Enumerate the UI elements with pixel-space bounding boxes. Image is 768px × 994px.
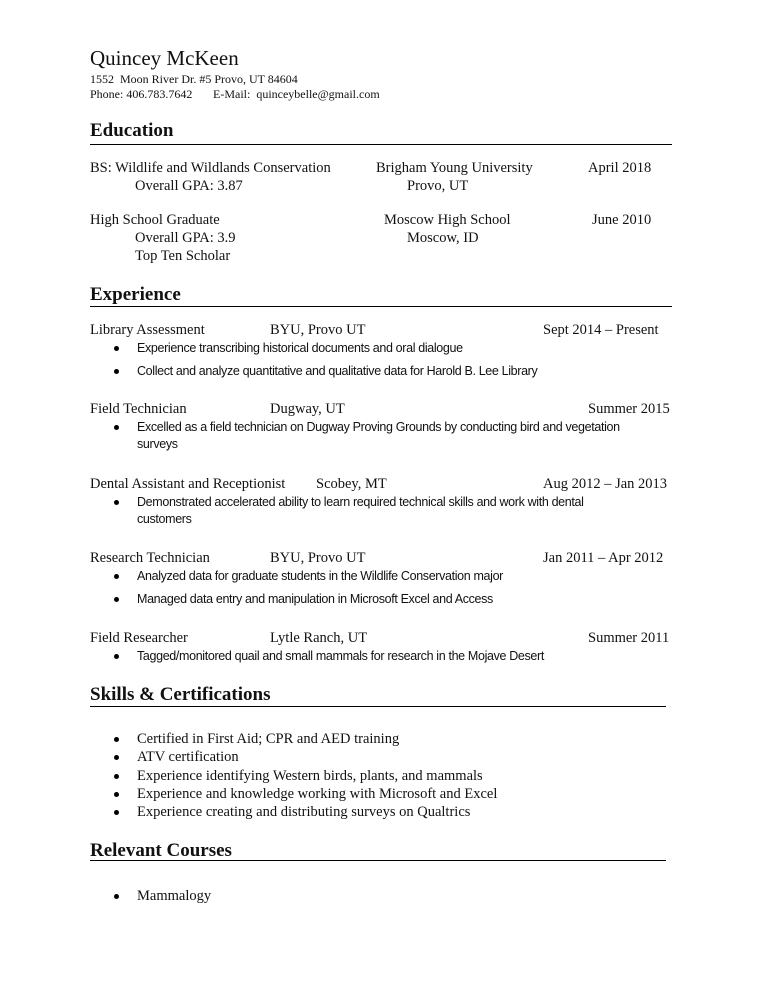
bullet-icon [114, 500, 119, 505]
bullet-icon [114, 346, 119, 351]
job-4-place: BYU, Provo UT [270, 550, 366, 566]
skill-item-2: ATV certification [137, 749, 239, 765]
bullet-icon [114, 574, 119, 579]
job-3-bullet-1-cont: customers [137, 512, 192, 526]
job-1-bullet-2: Collect and analyze quantitative and qualitative data for Harold B. Lee Library [137, 364, 538, 378]
job-3-role: Dental Assistant and Receptionist [90, 476, 286, 492]
bullet-icon [114, 425, 119, 430]
skill-item-3: Experience identifying Western birds, plants, and mammals [137, 768, 483, 784]
education-date-2: June 2010 [592, 212, 652, 228]
job-4-date: Jan 2011 – Apr 2012 [543, 550, 664, 566]
job-2-bullet-1-cont: surveys [137, 437, 178, 451]
job-1-date: Sept 2014 – Present [543, 322, 659, 338]
job-5-place: Lytle Ranch, UT [270, 630, 368, 646]
job-3-bullet-1: Demonstrated accelerated ability to learn required technical skills and work with dental [137, 495, 584, 509]
education-gpa-1: Overall GPA: 3.87 [135, 178, 243, 194]
job-5-bullet-1: Tagged/monitored quail and small mammals for research in the Mojave Desert [137, 649, 544, 663]
experience-divider [90, 306, 672, 307]
bullet-icon [114, 597, 119, 602]
job-1-place: BYU, Provo UT [270, 322, 366, 338]
job-4-bullet-2: Managed data entry and manipulation in Microsoft Excel and Access [137, 592, 493, 606]
education-school-1: Brigham Young University [376, 160, 533, 176]
education-degree-2: High School Graduate [90, 212, 220, 228]
applicant-name: Quincey McKeen [90, 46, 239, 70]
bullet-icon [114, 369, 119, 374]
education-location-1: Provo, UT [407, 178, 469, 194]
courses-heading: Relevant Courses [90, 840, 232, 861]
education-honor-2: Top Ten Scholar [135, 248, 231, 264]
bullet-icon [114, 810, 119, 815]
bullet-icon [114, 755, 119, 760]
job-2-date: Summer 2015 [588, 401, 670, 417]
education-degree-1: BS: Wildlife and Wildlands Conservation [90, 160, 331, 176]
job-3-date: Aug 2012 – Jan 2013 [543, 476, 668, 492]
education-gpa-2: Overall GPA: 3.9 [135, 230, 236, 246]
job-4-role: Research Technician [90, 550, 210, 566]
job-1-role: Library Assessment [90, 322, 205, 338]
bullet-icon [114, 737, 119, 742]
job-3-place: Scobey, MT [316, 476, 387, 492]
education-school-2: Moscow High School [384, 212, 511, 228]
skills-divider [90, 706, 666, 707]
education-divider [90, 144, 672, 145]
job-5-role: Field Researcher [90, 630, 188, 646]
education-location-2: Moscow, ID [407, 230, 479, 246]
job-4-bullet-1: Analyzed data for graduate students in the Wildlife Conservation major [137, 569, 503, 583]
job-5-date: Summer 2011 [588, 630, 670, 646]
email-address: E-Mail: quinceybelle@gmail.com [213, 87, 380, 101]
job-2-role: Field Technician [90, 401, 187, 417]
skill-item-1: Certified in First Aid; CPR and AED training [137, 731, 400, 747]
bullet-icon [114, 654, 119, 659]
skill-item-5: Experience creating and distributing surveys on Qualtrics [137, 804, 471, 820]
job-2-place: Dugway, UT [270, 401, 345, 417]
job-1-bullet-1: Experience transcribing historical documents and oral dialogue [137, 341, 463, 355]
address-line: 1552 Moon River Dr. #5 Provo, UT 84604 [90, 72, 298, 86]
skills-heading: Skills & Certifications [90, 684, 271, 705]
bullet-icon [114, 774, 119, 779]
bullet-icon [114, 792, 119, 797]
experience-heading: Experience [90, 284, 181, 305]
job-2-bullet-1: Excelled as a field technician on Dugway Proving Grounds by conducting bird and vegetation [137, 420, 620, 434]
skill-item-4: Experience and knowledge working with Microsoft and Excel [137, 786, 498, 802]
education-date-1: April 2018 [588, 160, 652, 176]
phone-number: Phone: 406.783.7642 [90, 87, 193, 101]
course-item-1: Mammalogy [137, 888, 212, 904]
bullet-icon [114, 894, 119, 899]
education-heading: Education [90, 120, 174, 141]
courses-divider [90, 860, 666, 861]
